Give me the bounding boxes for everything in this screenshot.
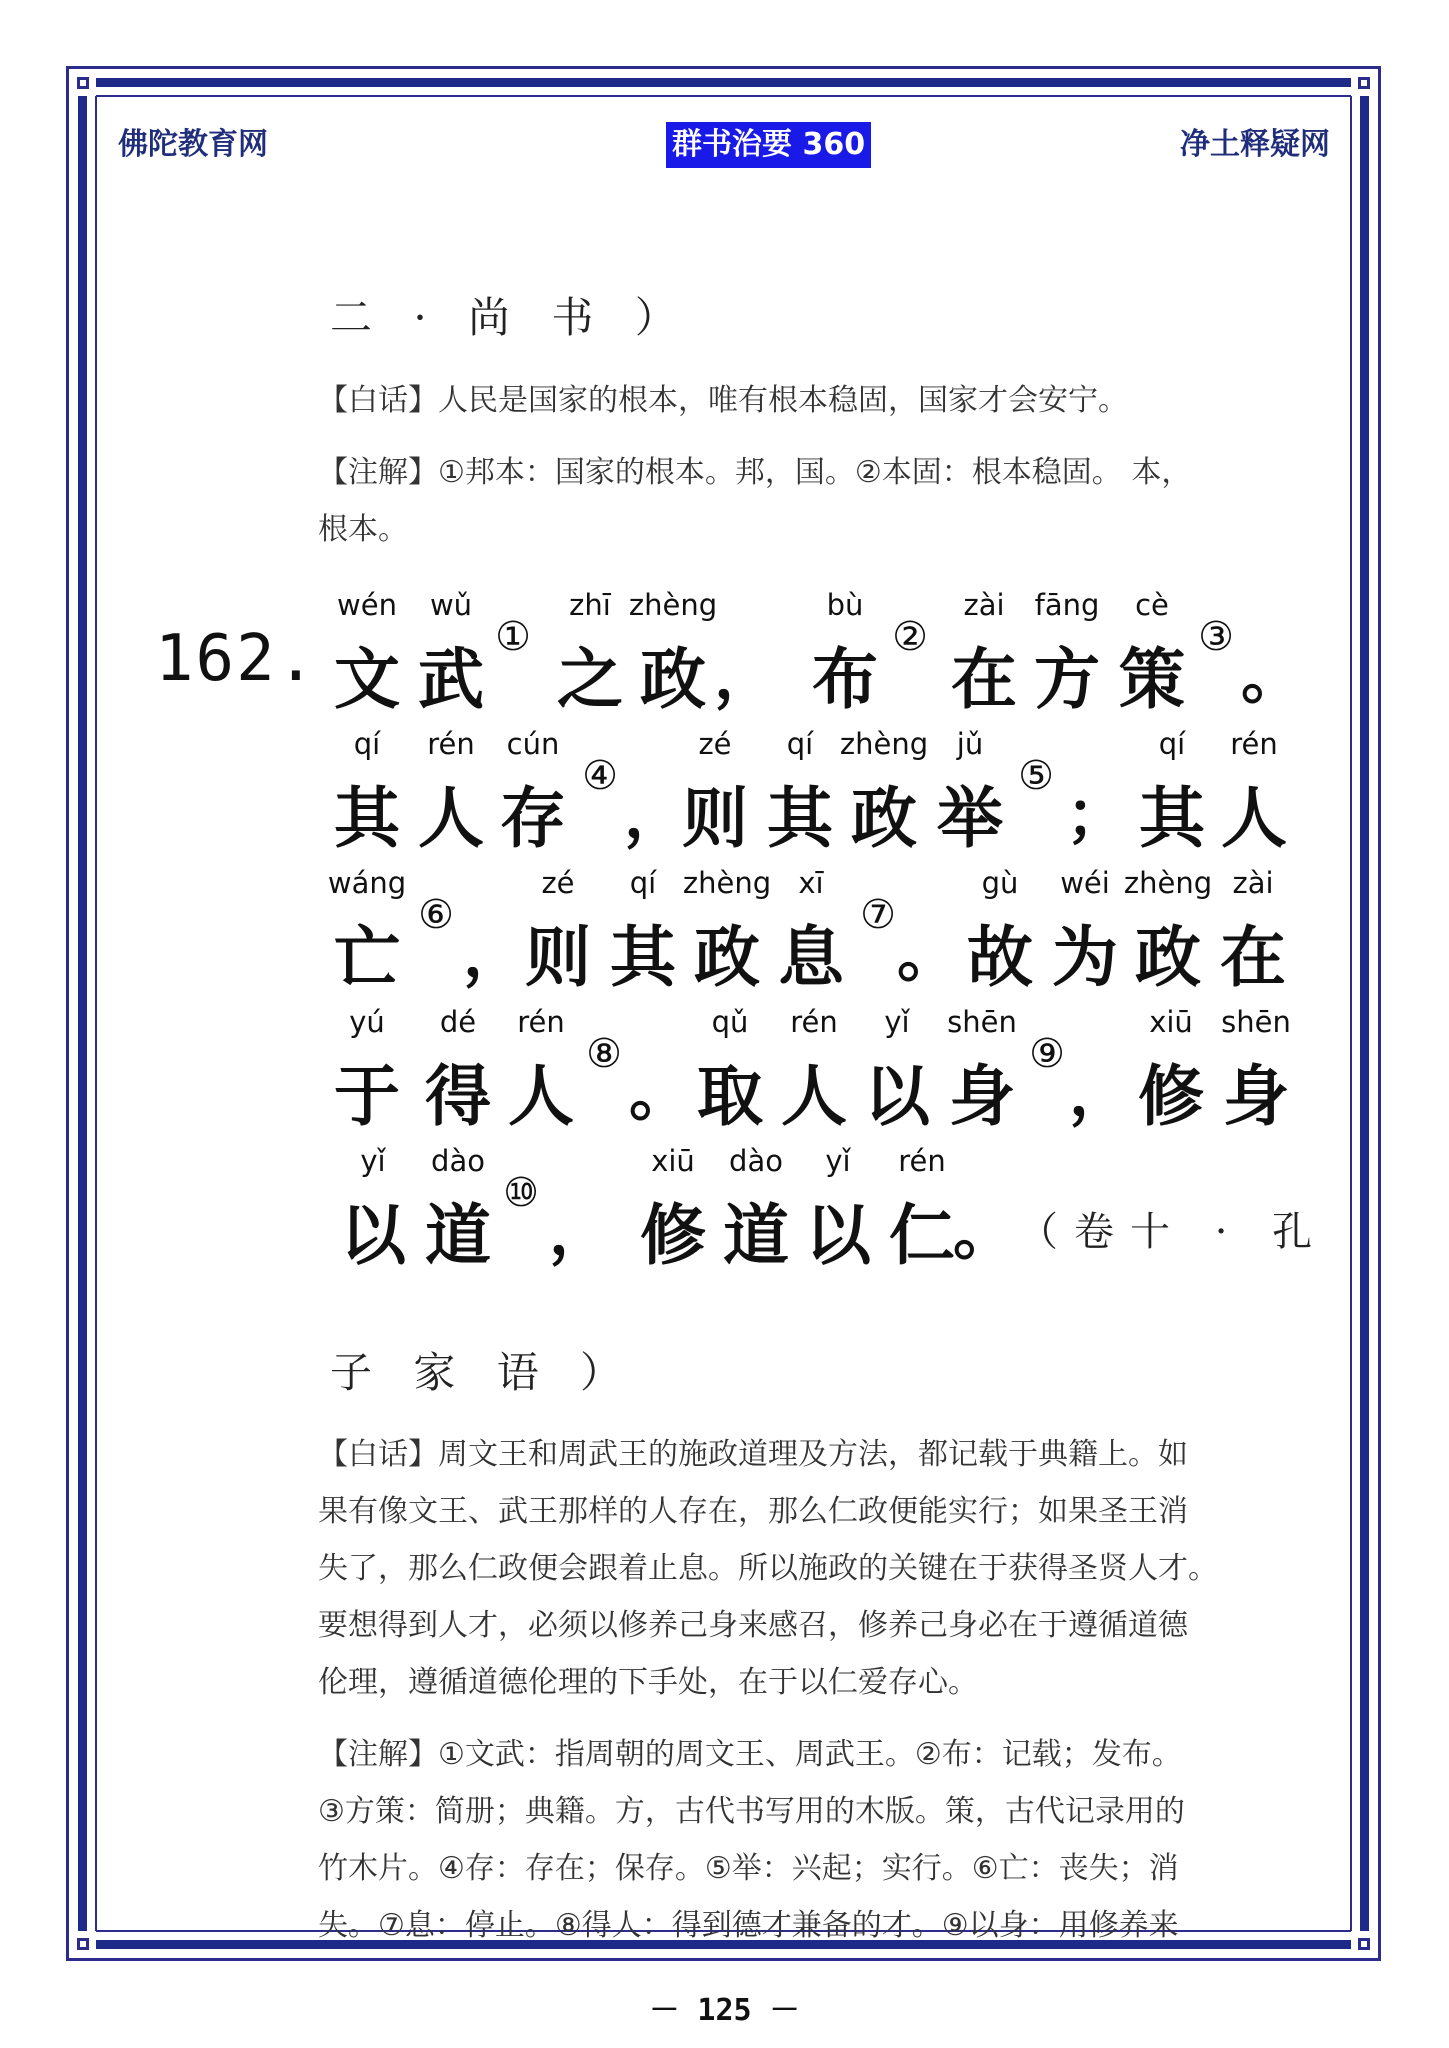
zhujie-line: ①邦本：国家的根本。邦，国。②本固：根本稳固。 本，: [438, 455, 1192, 490]
pinyin: xiū: [1149, 1005, 1193, 1039]
pinyin: qí: [353, 727, 381, 761]
classic-char: 道: [723, 1196, 789, 1274]
pinyin: wén: [337, 588, 397, 622]
classic-char: 政: [694, 918, 760, 996]
classic-char: 其: [767, 779, 833, 857]
footnote-marker: ④: [582, 753, 618, 799]
classic-char: 则: [682, 779, 748, 857]
pinyin: zài: [1232, 866, 1274, 900]
pinyin: qí: [1158, 727, 1186, 761]
baihua-label: 【白话】: [318, 383, 438, 418]
pinyin: rén: [517, 1005, 565, 1039]
pinyin: cè: [1135, 588, 1169, 622]
classic-char: 故: [967, 918, 1033, 996]
footnote-marker: ⑥: [418, 892, 454, 938]
classic-char: 文: [334, 640, 400, 718]
footnote-marker: ③: [1198, 614, 1234, 660]
pinyin: qí: [786, 727, 814, 761]
classic-char: 取: [697, 1057, 763, 1135]
classic-line-3: [0, 866, 1449, 1006]
classic-char: 在: [1220, 918, 1286, 996]
pinyin: rén: [427, 727, 475, 761]
pinyin: rén: [1230, 727, 1278, 761]
zhujie-paragraph: [318, 1726, 1313, 1954]
pinyin: yú: [349, 1005, 385, 1039]
classic-line-1: [0, 588, 1449, 728]
classic-char: 道: [425, 1196, 491, 1274]
pinyin: zhèng: [839, 727, 929, 761]
classic-char: 存: [500, 779, 566, 857]
classic-char: 政: [1135, 918, 1201, 996]
classic-char: 其: [1139, 779, 1205, 857]
classic-line-5: [0, 1144, 1449, 1284]
classic-char: 以: [864, 1057, 930, 1135]
punctuation: 。: [952, 1195, 1016, 1268]
footnote-marker: ⑤: [1018, 753, 1054, 799]
classic-char: 方: [1034, 640, 1100, 718]
classic-char: 得: [425, 1057, 491, 1135]
footnote-marker: ⑩: [503, 1170, 539, 1216]
pinyin: zé: [698, 727, 732, 761]
pinyin: zài: [963, 588, 1005, 622]
punctuation: 。: [628, 1056, 692, 1129]
classic-char: 武: [418, 640, 484, 718]
pinyin: zhī: [569, 588, 611, 622]
page-number: － 125 －: [649, 1993, 800, 2028]
classic-char: 其: [334, 779, 400, 857]
zhujie-line: 竹木片。④存：存在；保存。⑤举：兴起；实行。⑥亡：丧失；消: [318, 1851, 1179, 1886]
baihua-line: 要想得到人才，必须以修养己身来感召，修养己身必在于遵循道德: [318, 1608, 1188, 1643]
classic-char: 之: [557, 640, 623, 718]
footnote-marker: ①: [495, 614, 531, 660]
pinyin: dào: [729, 1144, 783, 1178]
classic-char: 人: [418, 779, 484, 857]
source-citation-start: （卷十 · 孔: [1018, 1209, 1329, 1255]
zhujie-line: 失。⑦息：停止。⑧得人：得到德才兼备的才。⑨以身：用修养来: [318, 1908, 1179, 1943]
pinyin: zé: [541, 866, 575, 900]
pinyin: dào: [431, 1144, 485, 1178]
zhujie-line: ③方策：简册；典籍。方，古代书写用的木版。策，古代记录用的: [318, 1794, 1185, 1829]
pinyin: wǔ: [429, 588, 473, 622]
pinyin: gù: [981, 866, 1019, 900]
classic-char: 策: [1119, 640, 1185, 718]
pinyin: zhèng: [1123, 866, 1213, 900]
previous-baihua: [318, 372, 1313, 429]
classic-char: 为: [1052, 918, 1118, 996]
punctuation: 。: [896, 917, 960, 990]
header-book-title: 群书治要 360: [666, 122, 871, 168]
pinyin: bù: [826, 588, 864, 622]
pinyin: shēn: [947, 1005, 1017, 1039]
footnote-marker: ②: [892, 614, 928, 660]
punctuation: ，: [1068, 1056, 1132, 1129]
pinyin: wéi: [1060, 866, 1110, 900]
header-left-site: 佛陀教育网: [118, 127, 268, 162]
baihua-label: 【白话】: [318, 1437, 438, 1472]
footnote-marker: ⑨: [1029, 1031, 1065, 1077]
classic-char: 于: [334, 1057, 400, 1135]
zhujie-line: ①文武：指周朝的周文王、周武王。②布：记载；发布。: [438, 1737, 1182, 1772]
pinyin: cún: [506, 727, 560, 761]
zhujie-label: 【注解】: [318, 1737, 438, 1772]
pinyin: xiū: [651, 1144, 695, 1178]
baihua-text: 人民是国家的根本，唯有根本稳固，国家才会安宁。: [438, 383, 1128, 418]
classic-char: 政: [851, 779, 917, 857]
pinyin: rén: [790, 1005, 838, 1039]
classic-char: 身: [949, 1057, 1015, 1135]
classic-char: 其: [610, 918, 676, 996]
classic-char: 仁: [889, 1196, 955, 1274]
pinyin: zhèng: [682, 866, 772, 900]
baihua-line: 周文王和周武王的施政道理及方法，都记载于典籍上。如: [438, 1437, 1188, 1472]
punctuation: 。: [1240, 639, 1304, 712]
classic-char: 人: [508, 1057, 574, 1135]
classic-char: 修: [640, 1196, 706, 1274]
classic-char: 举: [937, 779, 1003, 857]
baihua-line: 失了，那么仁政便会跟着止息。所以施政的关键在于获得圣贤人才。: [318, 1551, 1218, 1586]
zhujie-label: 【注解】: [318, 455, 438, 490]
header-right-site: 净土释疑网: [1180, 127, 1330, 162]
classic-char: 布: [812, 640, 878, 718]
previous-source-tail: 二 · 尚 书 ）: [330, 293, 691, 342]
classic-char: 在: [951, 640, 1017, 718]
classic-char: 政: [640, 640, 706, 718]
pinyin: rén: [898, 1144, 946, 1178]
baihua-line: 伦理，遵循道德伦理的下手处，在于以仁爱存心。: [318, 1665, 978, 1700]
classic-char: 息: [778, 918, 844, 996]
previous-zhujie: [318, 444, 1313, 558]
punctuation: ，: [462, 917, 526, 990]
footnote-marker: ⑧: [586, 1031, 622, 1077]
pinyin: jǔ: [956, 727, 984, 761]
footnote-marker: ⑦: [860, 892, 896, 938]
pinyin: yǐ: [360, 1144, 386, 1178]
source-citation-end: 子 家 语 ）: [330, 1348, 637, 1397]
classic-line-2: [0, 727, 1449, 867]
zhujie-line: 根本。: [318, 512, 408, 547]
pinyin: zhèng: [628, 588, 718, 622]
classic-char: 则: [525, 918, 591, 996]
classic-char: 人: [1221, 779, 1287, 857]
punctuation: ；: [1065, 778, 1129, 851]
pinyin: qí: [629, 866, 657, 900]
pinyin: shēn: [1221, 1005, 1291, 1039]
entry-number: 162.: [155, 622, 318, 696]
pinyin: yǐ: [825, 1144, 851, 1178]
classic-char: 亡: [334, 918, 400, 996]
classic-char: 身: [1223, 1057, 1289, 1135]
baihua-line: 果有像文王、武王那样的人存在，那么仁政便能实行；如果圣王消: [318, 1494, 1188, 1529]
classic-char: 以: [340, 1196, 406, 1274]
classic-char: 人: [781, 1057, 847, 1135]
classic-char: 以: [805, 1196, 871, 1274]
punctuation: ，: [548, 1195, 612, 1268]
punctuation: ，: [623, 778, 687, 851]
classic-char: 修: [1138, 1057, 1204, 1135]
pinyin: dé: [439, 1005, 477, 1039]
classic-line-4: [0, 1005, 1449, 1145]
pinyin: qǔ: [711, 1005, 749, 1039]
baihua-paragraph: [318, 1426, 1313, 1711]
pinyin: yǐ: [884, 1005, 910, 1039]
pinyin: wáng: [327, 866, 407, 900]
pinyin: fāng: [1034, 588, 1100, 622]
punctuation: ，: [713, 639, 777, 712]
pinyin: xī: [798, 866, 824, 900]
